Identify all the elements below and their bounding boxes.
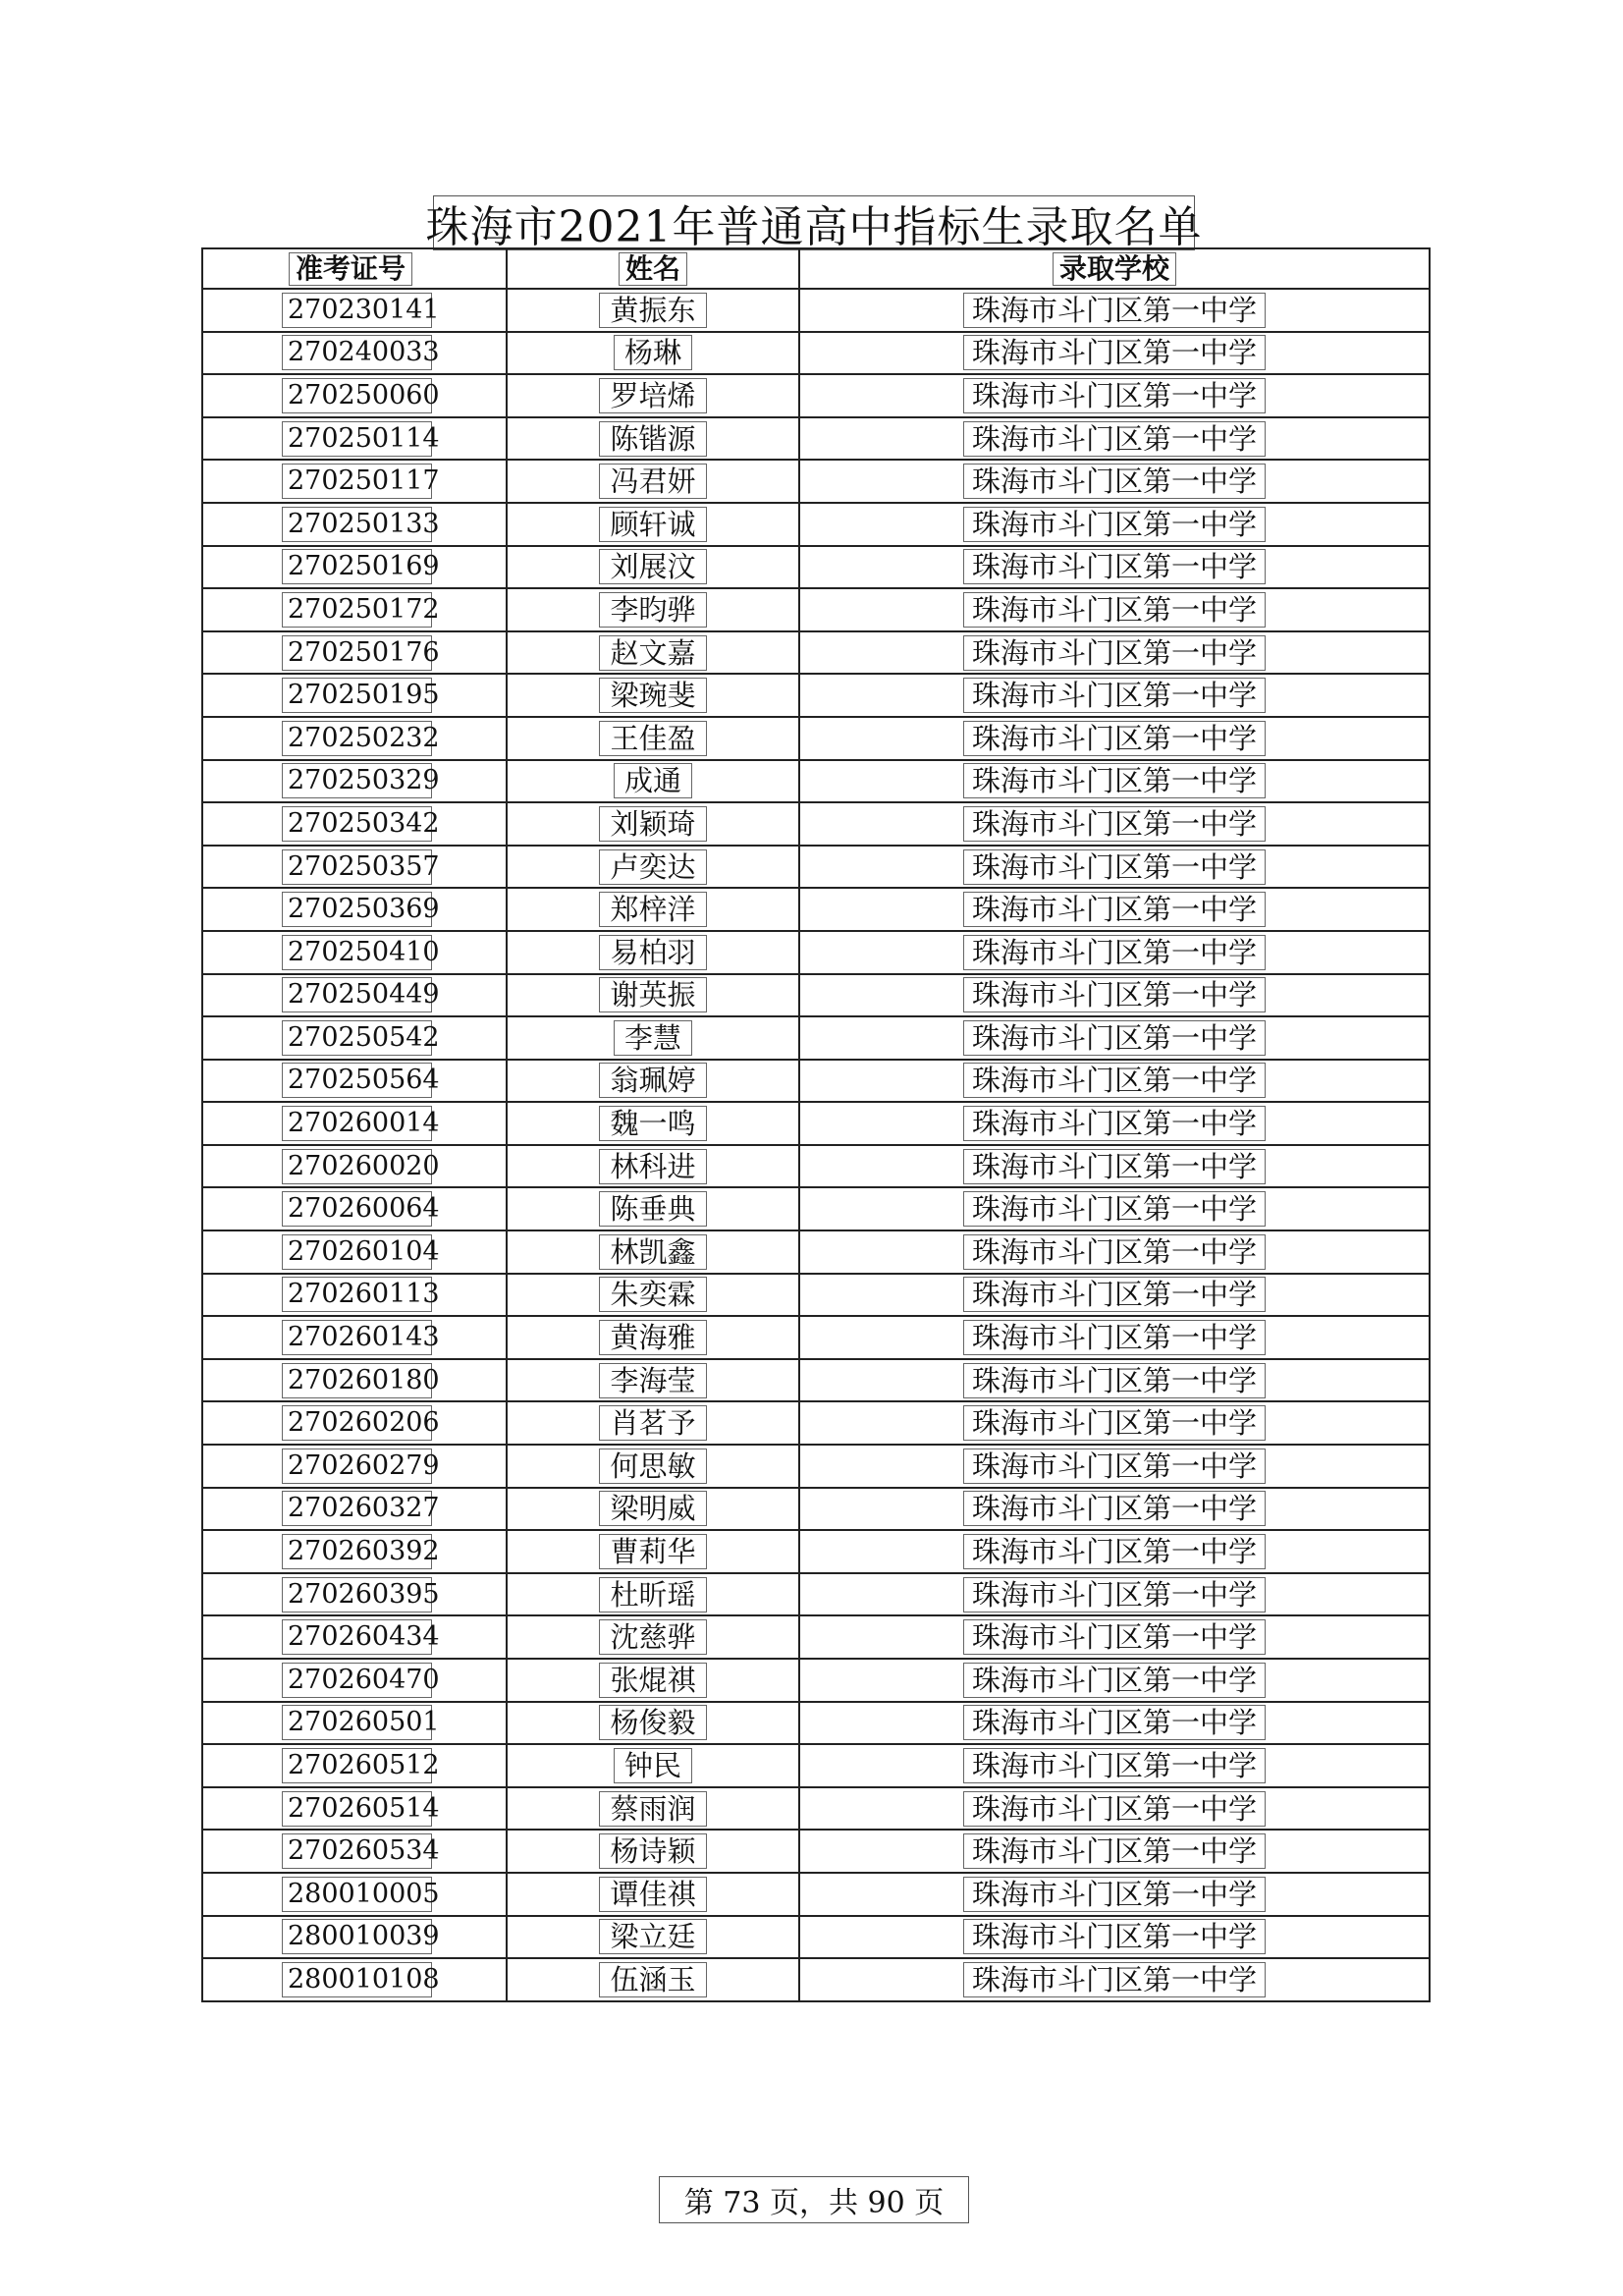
- exam-id: 270250357: [282, 849, 432, 885]
- exam-id-cell: [202, 588, 507, 631]
- exam-id: 270250133: [282, 507, 432, 542]
- student-name-cell: [507, 1274, 799, 1317]
- exam-id-cell: [202, 332, 507, 375]
- table-row: [202, 374, 1430, 417]
- admitted-school-cell: [799, 931, 1430, 974]
- admitted-school-cell: [799, 1573, 1430, 1616]
- admitted-school-cell: [799, 1359, 1430, 1402]
- admitted-school: 珠海市斗门区第一中学: [963, 1149, 1266, 1184]
- student-name-cell: [507, 460, 799, 503]
- student-name-cell: [507, 717, 799, 760]
- exam-id-cell: [202, 460, 507, 503]
- student-name-cell: [507, 1145, 799, 1188]
- student-name-cell: [507, 888, 799, 931]
- table-row: [202, 1615, 1430, 1659]
- student-name: 魏一鸣: [599, 1106, 706, 1141]
- exam-id: 270260113: [282, 1277, 432, 1312]
- student-name: 郑梓洋: [599, 892, 706, 927]
- admitted-school-cell: [799, 289, 1430, 332]
- table-row: [202, 1230, 1430, 1274]
- admitted-school: 珠海市斗门区第一中学: [963, 1962, 1266, 1997]
- student-name-cell: [507, 1873, 799, 1916]
- admitted-school: 珠海市斗门区第一中学: [963, 1449, 1266, 1484]
- table-row: [202, 1016, 1430, 1060]
- admitted-school-cell: [799, 1016, 1430, 1060]
- student-name: 翁珮婷: [599, 1063, 706, 1098]
- student-name-cell: [507, 1102, 799, 1145]
- student-name: 朱奕霖: [599, 1277, 706, 1312]
- exam-id: 270250114: [282, 421, 432, 457]
- exam-id: 280010108: [282, 1962, 432, 1997]
- student-name: 李昀骅: [599, 592, 706, 628]
- exam-id: 270260143: [282, 1320, 432, 1355]
- student-name-cell: [507, 417, 799, 461]
- admitted-school: 珠海市斗门区第一中学: [963, 721, 1266, 756]
- exam-id-cell: [202, 1573, 507, 1616]
- exam-id-cell: [202, 888, 507, 931]
- table-row: [202, 1830, 1430, 1873]
- admitted-school: 珠海市斗门区第一中学: [963, 892, 1266, 927]
- header-student-name: 姓名: [619, 252, 687, 286]
- admitted-school: 珠海市斗门区第一中学: [963, 1577, 1266, 1613]
- student-name: 成通: [614, 763, 692, 798]
- student-name-cell: [507, 1445, 799, 1488]
- exam-id-cell: [202, 1488, 507, 1531]
- admitted-school: 珠海市斗门区第一中学: [963, 1277, 1266, 1312]
- table-row: [202, 1702, 1430, 1745]
- student-name-cell: [507, 289, 799, 332]
- exam-id: 270250060: [282, 378, 432, 413]
- exam-id: 270250195: [282, 678, 432, 713]
- student-name: 谭佳祺: [599, 1877, 706, 1912]
- exam-id-cell: [202, 674, 507, 717]
- student-name-cell: [507, 1744, 799, 1787]
- student-name-cell: [507, 631, 799, 675]
- table-row: [202, 1573, 1430, 1616]
- admitted-school-cell: [799, 1488, 1430, 1531]
- exam-id: 270260180: [282, 1363, 432, 1398]
- student-name: 梁琬斐: [599, 678, 706, 713]
- exam-id: 270240033: [282, 335, 432, 370]
- exam-id-cell: [202, 1187, 507, 1230]
- table-row: [202, 974, 1430, 1017]
- exam-id: 270260327: [282, 1491, 432, 1526]
- admitted-school-cell: [799, 503, 1430, 546]
- student-name-cell: [507, 588, 799, 631]
- table-row: [202, 760, 1430, 803]
- admitted-school-cell: [799, 1659, 1430, 1702]
- exam-id-cell: [202, 1787, 507, 1831]
- admitted-school-cell: [799, 1316, 1430, 1359]
- table-row: [202, 1359, 1430, 1402]
- exam-id: 270260534: [282, 1833, 432, 1869]
- exam-id-cell: [202, 1659, 507, 1702]
- admitted-school: 珠海市斗门区第一中学: [963, 1663, 1266, 1698]
- admitted-school: 珠海市斗门区第一中学: [963, 849, 1266, 885]
- admitted-school: 珠海市斗门区第一中学: [963, 1705, 1266, 1740]
- exam-id: 270250449: [282, 977, 432, 1012]
- exam-id: 270250564: [282, 1063, 432, 1098]
- header-name-cell: [507, 248, 799, 289]
- table-row: [202, 931, 1430, 974]
- student-name: 罗培烯: [599, 378, 706, 413]
- admitted-school: 珠海市斗门区第一中学: [963, 763, 1266, 798]
- exam-id-cell: [202, 760, 507, 803]
- admitted-school-cell: [799, 1230, 1430, 1274]
- table-row: [202, 1445, 1430, 1488]
- student-name-cell: [507, 1016, 799, 1060]
- admitted-school: 珠海市斗门区第一中学: [963, 1020, 1266, 1056]
- exam-id-cell: [202, 1274, 507, 1317]
- student-name: 易柏羽: [599, 935, 706, 970]
- admitted-school-cell: [799, 760, 1430, 803]
- admitted-school-cell: [799, 1102, 1430, 1145]
- table-row: [202, 1102, 1430, 1145]
- student-name: 陈锴源: [599, 421, 706, 457]
- admitted-school: 珠海市斗门区第一中学: [963, 1748, 1266, 1783]
- exam-id-cell: [202, 417, 507, 461]
- student-name: 杨俊毅: [599, 1705, 706, 1740]
- table-row: [202, 503, 1430, 546]
- exam-id-cell: [202, 1230, 507, 1274]
- admitted-school: 珠海市斗门区第一中学: [963, 549, 1266, 584]
- header-exam-id: 准考证号: [289, 252, 412, 286]
- exam-id: 270260064: [282, 1191, 432, 1227]
- exam-id-cell: [202, 289, 507, 332]
- student-name: 顾轩诚: [599, 507, 706, 542]
- exam-id: 270260470: [282, 1663, 432, 1698]
- exam-id-cell: [202, 931, 507, 974]
- student-name: 伍涵玉: [599, 1962, 706, 1997]
- admitted-school-cell: [799, 802, 1430, 846]
- admitted-school-cell: [799, 1958, 1430, 2001]
- admitted-school-cell: [799, 1274, 1430, 1317]
- admitted-school: 珠海市斗门区第一中学: [963, 1534, 1266, 1569]
- table-row: [202, 717, 1430, 760]
- table-row: [202, 1488, 1430, 1531]
- admitted-school: 珠海市斗门区第一中学: [963, 1791, 1266, 1827]
- student-name: 杨琳: [614, 335, 692, 370]
- student-name: 李慧: [614, 1020, 692, 1056]
- exam-id: 270250172: [282, 592, 432, 628]
- page-number: 第 73 页，共 90 页: [659, 2176, 969, 2223]
- table-row: [202, 802, 1430, 846]
- table-row: [202, 417, 1430, 461]
- student-name: 刘展汶: [599, 549, 706, 584]
- student-name: 杨诗颖: [599, 1833, 706, 1869]
- student-name: 卢奕达: [599, 849, 706, 885]
- admitted-school: 珠海市斗门区第一中学: [963, 635, 1266, 671]
- table-row: [202, 332, 1430, 375]
- admitted-school-cell: [799, 1744, 1430, 1787]
- student-name-cell: [507, 1530, 799, 1573]
- exam-id-cell: [202, 1102, 507, 1145]
- admitted-school-cell: [799, 1916, 1430, 1959]
- admitted-school-cell: [799, 1830, 1430, 1873]
- admitted-school-cell: [799, 332, 1430, 375]
- table-row: [202, 289, 1430, 332]
- table-row: [202, 1145, 1430, 1188]
- admitted-school: 珠海市斗门区第一中学: [963, 935, 1266, 970]
- exam-id: 270250329: [282, 763, 432, 798]
- exam-id: 270260514: [282, 1791, 432, 1827]
- admitted-school-cell: [799, 1873, 1430, 1916]
- admitted-school: 珠海市斗门区第一中学: [963, 1106, 1266, 1141]
- admitted-school: 珠海市斗门区第一中学: [963, 592, 1266, 628]
- exam-id-cell: [202, 1445, 507, 1488]
- student-name-cell: [507, 1488, 799, 1531]
- exam-id-cell: [202, 1830, 507, 1873]
- exam-id-cell: [202, 1530, 507, 1573]
- student-name-cell: [507, 974, 799, 1017]
- student-name-cell: [507, 674, 799, 717]
- exam-id-cell: [202, 1316, 507, 1359]
- admitted-school: 珠海市斗门区第一中学: [963, 806, 1266, 842]
- student-name-cell: [507, 760, 799, 803]
- student-name: 蔡雨润: [599, 1791, 706, 1827]
- exam-id: 270250117: [282, 464, 432, 499]
- student-name: 钟民: [614, 1748, 692, 1783]
- admitted-school: 珠海市斗门区第一中学: [963, 678, 1266, 713]
- exam-id: 280010039: [282, 1919, 432, 1954]
- admitted-school: 珠海市斗门区第一中学: [963, 464, 1266, 499]
- exam-id: 270250176: [282, 635, 432, 671]
- table-body: [202, 289, 1430, 2001]
- admitted-school-cell: [799, 674, 1430, 717]
- table-row: [202, 1744, 1430, 1787]
- student-name-cell: [507, 931, 799, 974]
- exam-id-cell: [202, 717, 507, 760]
- student-name-cell: [507, 846, 799, 889]
- table-row: [202, 1873, 1430, 1916]
- header-admitted-school: 录取学校: [1053, 252, 1176, 286]
- page-title: 珠海市2021年普通高中指标生录取名单: [433, 195, 1195, 250]
- table-row: [202, 888, 1430, 931]
- student-name-cell: [507, 802, 799, 846]
- admitted-school: 珠海市斗门区第一中学: [963, 1191, 1266, 1227]
- table-row: [202, 546, 1430, 589]
- admitted-school-cell: [799, 546, 1430, 589]
- exam-id: 270260392: [282, 1534, 432, 1569]
- table-header-row: [202, 248, 1430, 289]
- student-name-cell: [507, 1187, 799, 1230]
- student-name-cell: [507, 1060, 799, 1103]
- student-name-cell: [507, 332, 799, 375]
- admitted-school: 珠海市斗门区第一中学: [963, 1363, 1266, 1398]
- exam-id-cell: [202, 974, 507, 1017]
- student-name: 何思敏: [599, 1449, 706, 1484]
- admission-table: [201, 247, 1431, 2002]
- exam-id: 270260434: [282, 1619, 432, 1655]
- admitted-school: 珠海市斗门区第一中学: [963, 1833, 1266, 1869]
- table-row: [202, 460, 1430, 503]
- exam-id-cell: [202, 802, 507, 846]
- table-row: [202, 1958, 1430, 2001]
- admitted-school-cell: [799, 631, 1430, 675]
- student-name: 杜昕瑶: [599, 1577, 706, 1613]
- admitted-school: 珠海市斗门区第一中学: [963, 1491, 1266, 1526]
- exam-id-cell: [202, 631, 507, 675]
- admitted-school: 珠海市斗门区第一中学: [963, 1877, 1266, 1912]
- exam-id: 270250232: [282, 721, 432, 756]
- student-name: 黄海雅: [599, 1320, 706, 1355]
- table-row: [202, 846, 1430, 889]
- student-name-cell: [507, 1230, 799, 1274]
- table-row: [202, 674, 1430, 717]
- table-row: [202, 1787, 1430, 1831]
- admitted-school-cell: [799, 417, 1430, 461]
- table-row: [202, 1060, 1430, 1103]
- exam-id-cell: [202, 846, 507, 889]
- exam-id: 270260279: [282, 1449, 432, 1484]
- table-row: [202, 1316, 1430, 1359]
- exam-id: 270260104: [282, 1234, 432, 1270]
- admitted-school-cell: [799, 1530, 1430, 1573]
- student-name: 赵文嘉: [599, 635, 706, 671]
- student-name-cell: [507, 1916, 799, 1959]
- student-name-cell: [507, 1573, 799, 1616]
- exam-id: 270250369: [282, 892, 432, 927]
- exam-id-cell: [202, 546, 507, 589]
- exam-id-cell: [202, 1744, 507, 1787]
- admitted-school-cell: [799, 717, 1430, 760]
- exam-id: 270250410: [282, 935, 432, 970]
- table-row: [202, 588, 1430, 631]
- admitted-school-cell: [799, 1401, 1430, 1445]
- student-name-cell: [507, 546, 799, 589]
- student-name-cell: [507, 1359, 799, 1402]
- student-name: 林凯鑫: [599, 1234, 706, 1270]
- table-row: [202, 1659, 1430, 1702]
- exam-id: 270260512: [282, 1748, 432, 1783]
- table-row: [202, 1530, 1430, 1573]
- admitted-school-cell: [799, 974, 1430, 1017]
- admitted-school: 珠海市斗门区第一中学: [963, 1320, 1266, 1355]
- student-name: 王佳盈: [599, 721, 706, 756]
- student-name-cell: [507, 1659, 799, 1702]
- student-name-cell: [507, 374, 799, 417]
- admitted-school-cell: [799, 888, 1430, 931]
- admitted-school-cell: [799, 460, 1430, 503]
- table-row: [202, 1916, 1430, 1959]
- admitted-school: 珠海市斗门区第一中学: [963, 378, 1266, 413]
- exam-id: 270260014: [282, 1106, 432, 1141]
- admitted-school-cell: [799, 1445, 1430, 1488]
- student-name: 梁明威: [599, 1491, 706, 1526]
- student-name: 沈慈骅: [599, 1619, 706, 1655]
- student-name: 林科进: [599, 1149, 706, 1184]
- exam-id: 270260206: [282, 1405, 432, 1441]
- exam-id: 270260395: [282, 1577, 432, 1613]
- exam-id-cell: [202, 1016, 507, 1060]
- exam-id-cell: [202, 1916, 507, 1959]
- student-name: 陈垂典: [599, 1191, 706, 1227]
- admitted-school-cell: [799, 1060, 1430, 1103]
- admitted-school: 珠海市斗门区第一中学: [963, 421, 1266, 457]
- table-row: [202, 1274, 1430, 1317]
- exam-id: 270260501: [282, 1705, 432, 1740]
- exam-id-cell: [202, 503, 507, 546]
- exam-id: 270250542: [282, 1020, 432, 1056]
- exam-id-cell: [202, 1145, 507, 1188]
- header-school-cell: [799, 248, 1430, 289]
- admitted-school-cell: [799, 374, 1430, 417]
- student-name-cell: [507, 1702, 799, 1745]
- student-name: 谢英振: [599, 977, 706, 1012]
- student-name-cell: [507, 1958, 799, 2001]
- student-name-cell: [507, 1316, 799, 1359]
- admitted-school: 珠海市斗门区第一中学: [963, 1919, 1266, 1954]
- exam-id-cell: [202, 374, 507, 417]
- table-row: [202, 631, 1430, 675]
- admitted-school: 珠海市斗门区第一中学: [963, 335, 1266, 370]
- admitted-school: 珠海市斗门区第一中学: [963, 977, 1266, 1012]
- student-name-cell: [507, 1830, 799, 1873]
- student-name: 曹莉华: [599, 1534, 706, 1569]
- admitted-school-cell: [799, 1145, 1430, 1188]
- student-name: 黄振东: [599, 293, 706, 328]
- student-name: 刘颖琦: [599, 806, 706, 842]
- header-id-cell: [202, 248, 507, 289]
- admitted-school: 珠海市斗门区第一中学: [963, 1405, 1266, 1441]
- admitted-school: 珠海市斗门区第一中学: [963, 507, 1266, 542]
- exam-id: 280010005: [282, 1877, 432, 1912]
- admitted-school-cell: [799, 1187, 1430, 1230]
- admitted-school-cell: [799, 588, 1430, 631]
- admitted-school-cell: [799, 1615, 1430, 1659]
- student-name-cell: [507, 503, 799, 546]
- admitted-school-cell: [799, 846, 1430, 889]
- student-name: 肖茗予: [599, 1405, 706, 1441]
- exam-id-cell: [202, 1615, 507, 1659]
- exam-id: 270260020: [282, 1149, 432, 1184]
- exam-id: 270250169: [282, 549, 432, 584]
- admitted-school: 珠海市斗门区第一中学: [963, 1063, 1266, 1098]
- exam-id: 270250342: [282, 806, 432, 842]
- exam-id-cell: [202, 1060, 507, 1103]
- admitted-school: 珠海市斗门区第一中学: [963, 293, 1266, 328]
- student-name: 李海莹: [599, 1363, 706, 1398]
- exam-id-cell: [202, 1873, 507, 1916]
- exam-id-cell: [202, 1401, 507, 1445]
- student-name-cell: [507, 1615, 799, 1659]
- exam-id-cell: [202, 1958, 507, 2001]
- student-name: 梁立廷: [599, 1919, 706, 1954]
- exam-id-cell: [202, 1359, 507, 1402]
- admitted-school-cell: [799, 1787, 1430, 1831]
- student-name: 冯君妍: [599, 464, 706, 499]
- table-row: [202, 1401, 1430, 1445]
- student-name: 张焜祺: [599, 1663, 706, 1698]
- student-name-cell: [507, 1401, 799, 1445]
- table-row: [202, 1187, 1430, 1230]
- student-name-cell: [507, 1787, 799, 1831]
- admitted-school: 珠海市斗门区第一中学: [963, 1234, 1266, 1270]
- exam-id: 270230141: [282, 293, 432, 328]
- admitted-school: 珠海市斗门区第一中学: [963, 1619, 1266, 1655]
- exam-id-cell: [202, 1702, 507, 1745]
- admitted-school-cell: [799, 1702, 1430, 1745]
